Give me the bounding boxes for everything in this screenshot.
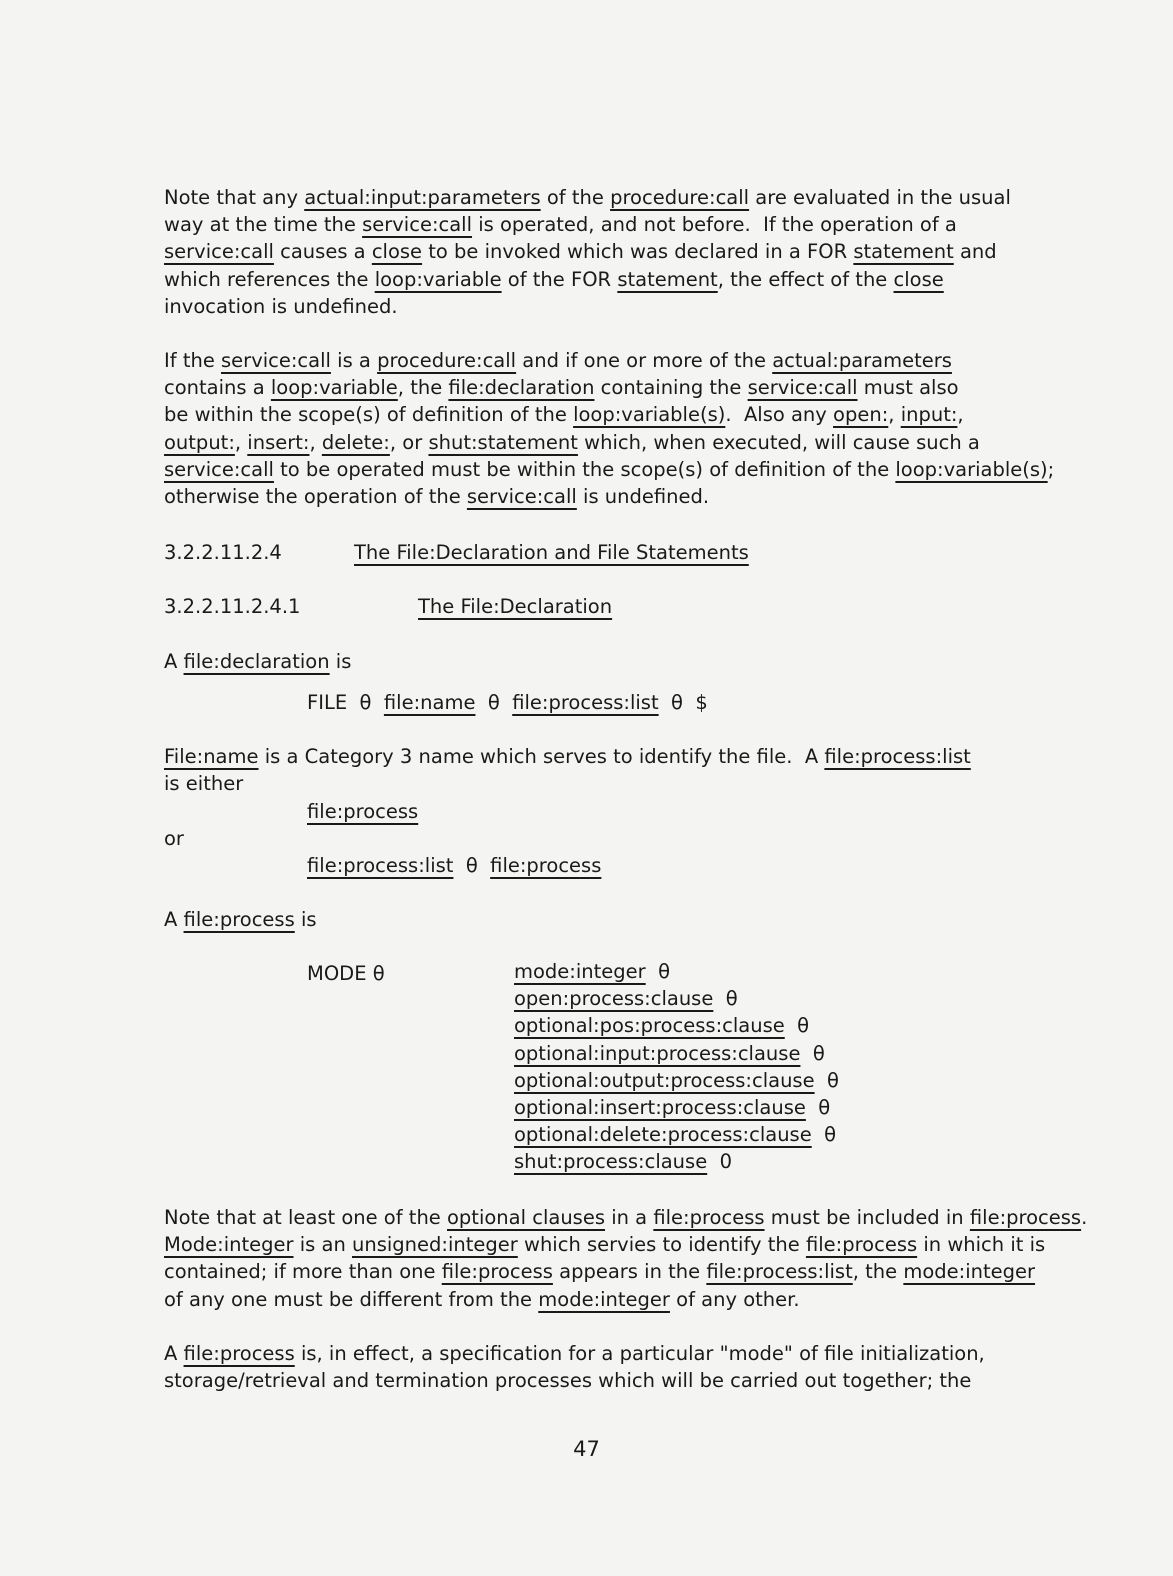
text-segment: A (164, 1342, 184, 1365)
text-segment: is, in effect, a specification for a particular "mode" of file initialization, (294, 1342, 985, 1365)
text-segment: must also (857, 376, 959, 400)
defined-term: insert: (247, 430, 310, 454)
defined-term: loop:variable (270, 376, 398, 400)
mode-clause-list (514, 958, 839, 1176)
text-segment: which references the (164, 267, 375, 291)
text-segment: , (309, 430, 322, 454)
defined-term: service:call (362, 213, 473, 237)
defined-term: shut:statement (428, 430, 578, 454)
defined-term: open:process:clause (514, 987, 714, 1011)
text-segment: and if one or more of the (516, 349, 773, 372)
text-segment: be within the scope(s) of definition of the (164, 403, 574, 427)
text-segment: storage/retrieval and termination processes which will be carried out together; the (164, 1369, 972, 1393)
text-segment: otherwise the operation of the (164, 484, 467, 508)
text-line (164, 211, 1154, 238)
text-segment: θ (645, 960, 671, 983)
mode-keyword: MODE θ (307, 962, 385, 985)
text-segment: is operated, and not before. If the operation of a (472, 213, 957, 237)
text-segment: of the (540, 186, 611, 209)
defined-term: optional clauses (447, 1206, 605, 1229)
text-segment: is an (293, 1233, 352, 1257)
defined-term: file:process:list (706, 1260, 853, 1284)
text-segment: , (957, 403, 964, 427)
text-segment: θ (814, 1068, 839, 1092)
text-segment: containing the (594, 376, 748, 400)
text-line (164, 429, 1154, 456)
defined-term: service:call (221, 349, 331, 372)
text-segment: Note that at least one of the (164, 1206, 447, 1229)
text-segment: is (329, 650, 352, 673)
defined-term: service:call (466, 484, 577, 508)
text-segment: θ (784, 1014, 810, 1038)
text-segment: is a Category 3 name which serves to identify the file. A (258, 745, 825, 768)
file-process-intro (164, 906, 317, 933)
defined-term: close (371, 240, 423, 264)
text-line (164, 1231, 1154, 1258)
defined-term: loop:variable(s) (895, 457, 1048, 481)
text-segment: 0 (707, 1150, 733, 1174)
defined-term: optional:pos:process:clause (514, 1014, 785, 1038)
defined-term: file:process (653, 1206, 765, 1229)
text-line (514, 985, 839, 1012)
text-segment: is a (330, 349, 378, 372)
defined-term: Mode:integer (164, 1233, 294, 1257)
text-segment: to be operated must be within the scope(s) of definition of the (273, 457, 896, 481)
defined-term: delete: (321, 430, 390, 454)
text-segment: θ $ (658, 691, 708, 714)
text-segment: . (1081, 1206, 1088, 1229)
defined-term: file:process:list (307, 854, 454, 877)
text-segment: contains a (164, 376, 271, 400)
defined-term: file:process:list (512, 691, 659, 714)
text-segment: which servies to identify the (517, 1233, 806, 1257)
text-line (164, 770, 1154, 797)
defined-term: file:process (490, 854, 602, 877)
optional-clauses-note (164, 1204, 1154, 1313)
defined-term: optional:input:process:clause (514, 1041, 801, 1065)
text-segment: of any one must be different from the (164, 1287, 539, 1311)
text-segment: θ (475, 691, 513, 714)
defined-term: input: (900, 403, 958, 427)
text-line (164, 238, 1154, 265)
text-line (164, 456, 1154, 483)
text-segment: which, when executed, will cause such a (577, 430, 980, 454)
text-segment: is undefined. (576, 484, 710, 508)
text-line (164, 266, 1154, 293)
defined-term: loop:variable (374, 267, 502, 291)
defined-term: file:process (805, 1233, 918, 1257)
defined-term: open: (833, 403, 889, 427)
defined-term: procedure:call (610, 186, 750, 209)
section-title: The File:Declaration (418, 595, 613, 618)
file-declaration-syntax (307, 689, 708, 716)
defined-term: unsigned:integer (352, 1233, 518, 1257)
defined-term: file:process (183, 908, 295, 931)
text-segment: A (164, 908, 184, 931)
defined-term: close (893, 267, 944, 291)
paragraph-loop-variable-scope (164, 347, 1154, 510)
section-heading-3-2-2-11-2-4-1 (164, 593, 613, 620)
file-process-list-option-2 (307, 852, 601, 879)
defined-term: statement (853, 240, 954, 264)
defined-term: file:process (183, 1342, 295, 1365)
defined-term: output: (164, 430, 235, 454)
text-segment: If the (164, 349, 222, 372)
defined-term: mode:integer (538, 1287, 670, 1311)
text-line (514, 1148, 839, 1175)
defined-term: optional:delete:process:clause (514, 1123, 812, 1147)
defined-term: service:call (164, 457, 274, 481)
text-segment: , the (852, 1260, 904, 1284)
page-number: 47 (573, 1437, 600, 1461)
text-segment: , or (389, 430, 429, 454)
text-segment: in a (605, 1206, 654, 1229)
defined-term: loop:variable(s) (573, 403, 726, 427)
text-segment: to be invoked which was declared in a FOR (422, 240, 854, 264)
defined-term: File:name (164, 745, 259, 768)
defined-term: procedure:call (377, 349, 517, 372)
text-line (164, 293, 1154, 320)
text-segment: way at the time the (164, 213, 363, 237)
text-segment: θ (713, 987, 738, 1011)
text-line (514, 958, 839, 985)
or-label: or (164, 827, 184, 850)
text-segment: causes a (273, 240, 372, 264)
text-segment: is either (164, 772, 244, 796)
text-segment: invocation is undefined. (164, 294, 398, 318)
text-segment: θ (453, 854, 491, 877)
text-line (164, 1340, 1154, 1367)
defined-term: file:declaration (448, 376, 595, 400)
text-line (514, 1067, 839, 1094)
text-line (164, 184, 1154, 211)
text-line (514, 1121, 839, 1148)
text-line (164, 347, 1154, 374)
defined-term: mode:integer (903, 1260, 1036, 1284)
section-heading-3-2-2-11-2-4 (164, 539, 749, 566)
text-line (164, 483, 1154, 510)
section-title: The File:Declaration and File Statements (354, 541, 749, 564)
defined-term: statement (617, 267, 718, 291)
defined-term: shut:process:clause (514, 1150, 708, 1174)
section-number: 3.2.2.11.2.4 (164, 541, 282, 564)
defined-term: file:declaration (183, 650, 330, 673)
text-line (164, 743, 1154, 770)
text-line (514, 1094, 839, 1121)
text-line (514, 1012, 839, 1039)
text-segment: θ (800, 1041, 825, 1065)
defined-term: service:call (164, 240, 274, 264)
text-segment: contained; if more than one (164, 1260, 442, 1284)
text-segment: , the (397, 376, 449, 400)
text-segment: , the effect of the (717, 267, 894, 291)
text-segment: in which it is (917, 1233, 1046, 1257)
defined-term: file:process (307, 800, 419, 823)
text-line (164, 1204, 1154, 1231)
defined-term: file:process:list (824, 745, 971, 768)
text-line (164, 374, 1154, 401)
defined-term: mode:integer (514, 960, 646, 983)
text-segment: A (164, 650, 184, 673)
text-segment: ; (1047, 457, 1055, 481)
text-segment: Note that any (164, 186, 305, 209)
text-line (164, 1367, 1154, 1394)
defined-term: actual:parameters (772, 349, 952, 372)
defined-term: optional:insert:process:clause (514, 1095, 806, 1119)
text-segment: θ (811, 1123, 837, 1147)
defined-term: service:call (747, 376, 858, 400)
text-segment: FILE θ (307, 691, 384, 714)
text-line (164, 1286, 1154, 1313)
text-segment: must be included in (764, 1206, 970, 1229)
section-number: 3.2.2.11.2.4.1 (164, 595, 301, 618)
file-process-explanation (164, 1340, 1154, 1394)
file-name-paragraph (164, 743, 1154, 797)
file-process-list-option-1 (307, 798, 418, 825)
text-line (164, 401, 1154, 428)
text-segment: and (953, 240, 997, 264)
text-segment: are evaluated in the usual (749, 186, 1011, 209)
defined-term: actual:input:parameters (304, 186, 541, 209)
defined-term: file:process (441, 1260, 553, 1284)
text-segment: of any other. (669, 1287, 800, 1311)
text-segment: θ (805, 1095, 831, 1119)
text-line (164, 1258, 1154, 1285)
paragraph-service-call-evaluation (164, 184, 1154, 320)
defined-term: optional:output:process:clause (514, 1068, 815, 1092)
text-line (514, 1040, 839, 1067)
text-segment: is (294, 908, 317, 931)
text-segment: , (234, 430, 248, 454)
defined-term: file:process (969, 1206, 1082, 1229)
text-segment: , (888, 403, 901, 427)
text-segment: appears in the (552, 1260, 707, 1284)
file-declaration-intro (164, 648, 351, 675)
text-segment: . Also any (725, 403, 834, 427)
defined-term: file:name (383, 691, 476, 714)
text-segment: of the FOR (501, 267, 618, 291)
